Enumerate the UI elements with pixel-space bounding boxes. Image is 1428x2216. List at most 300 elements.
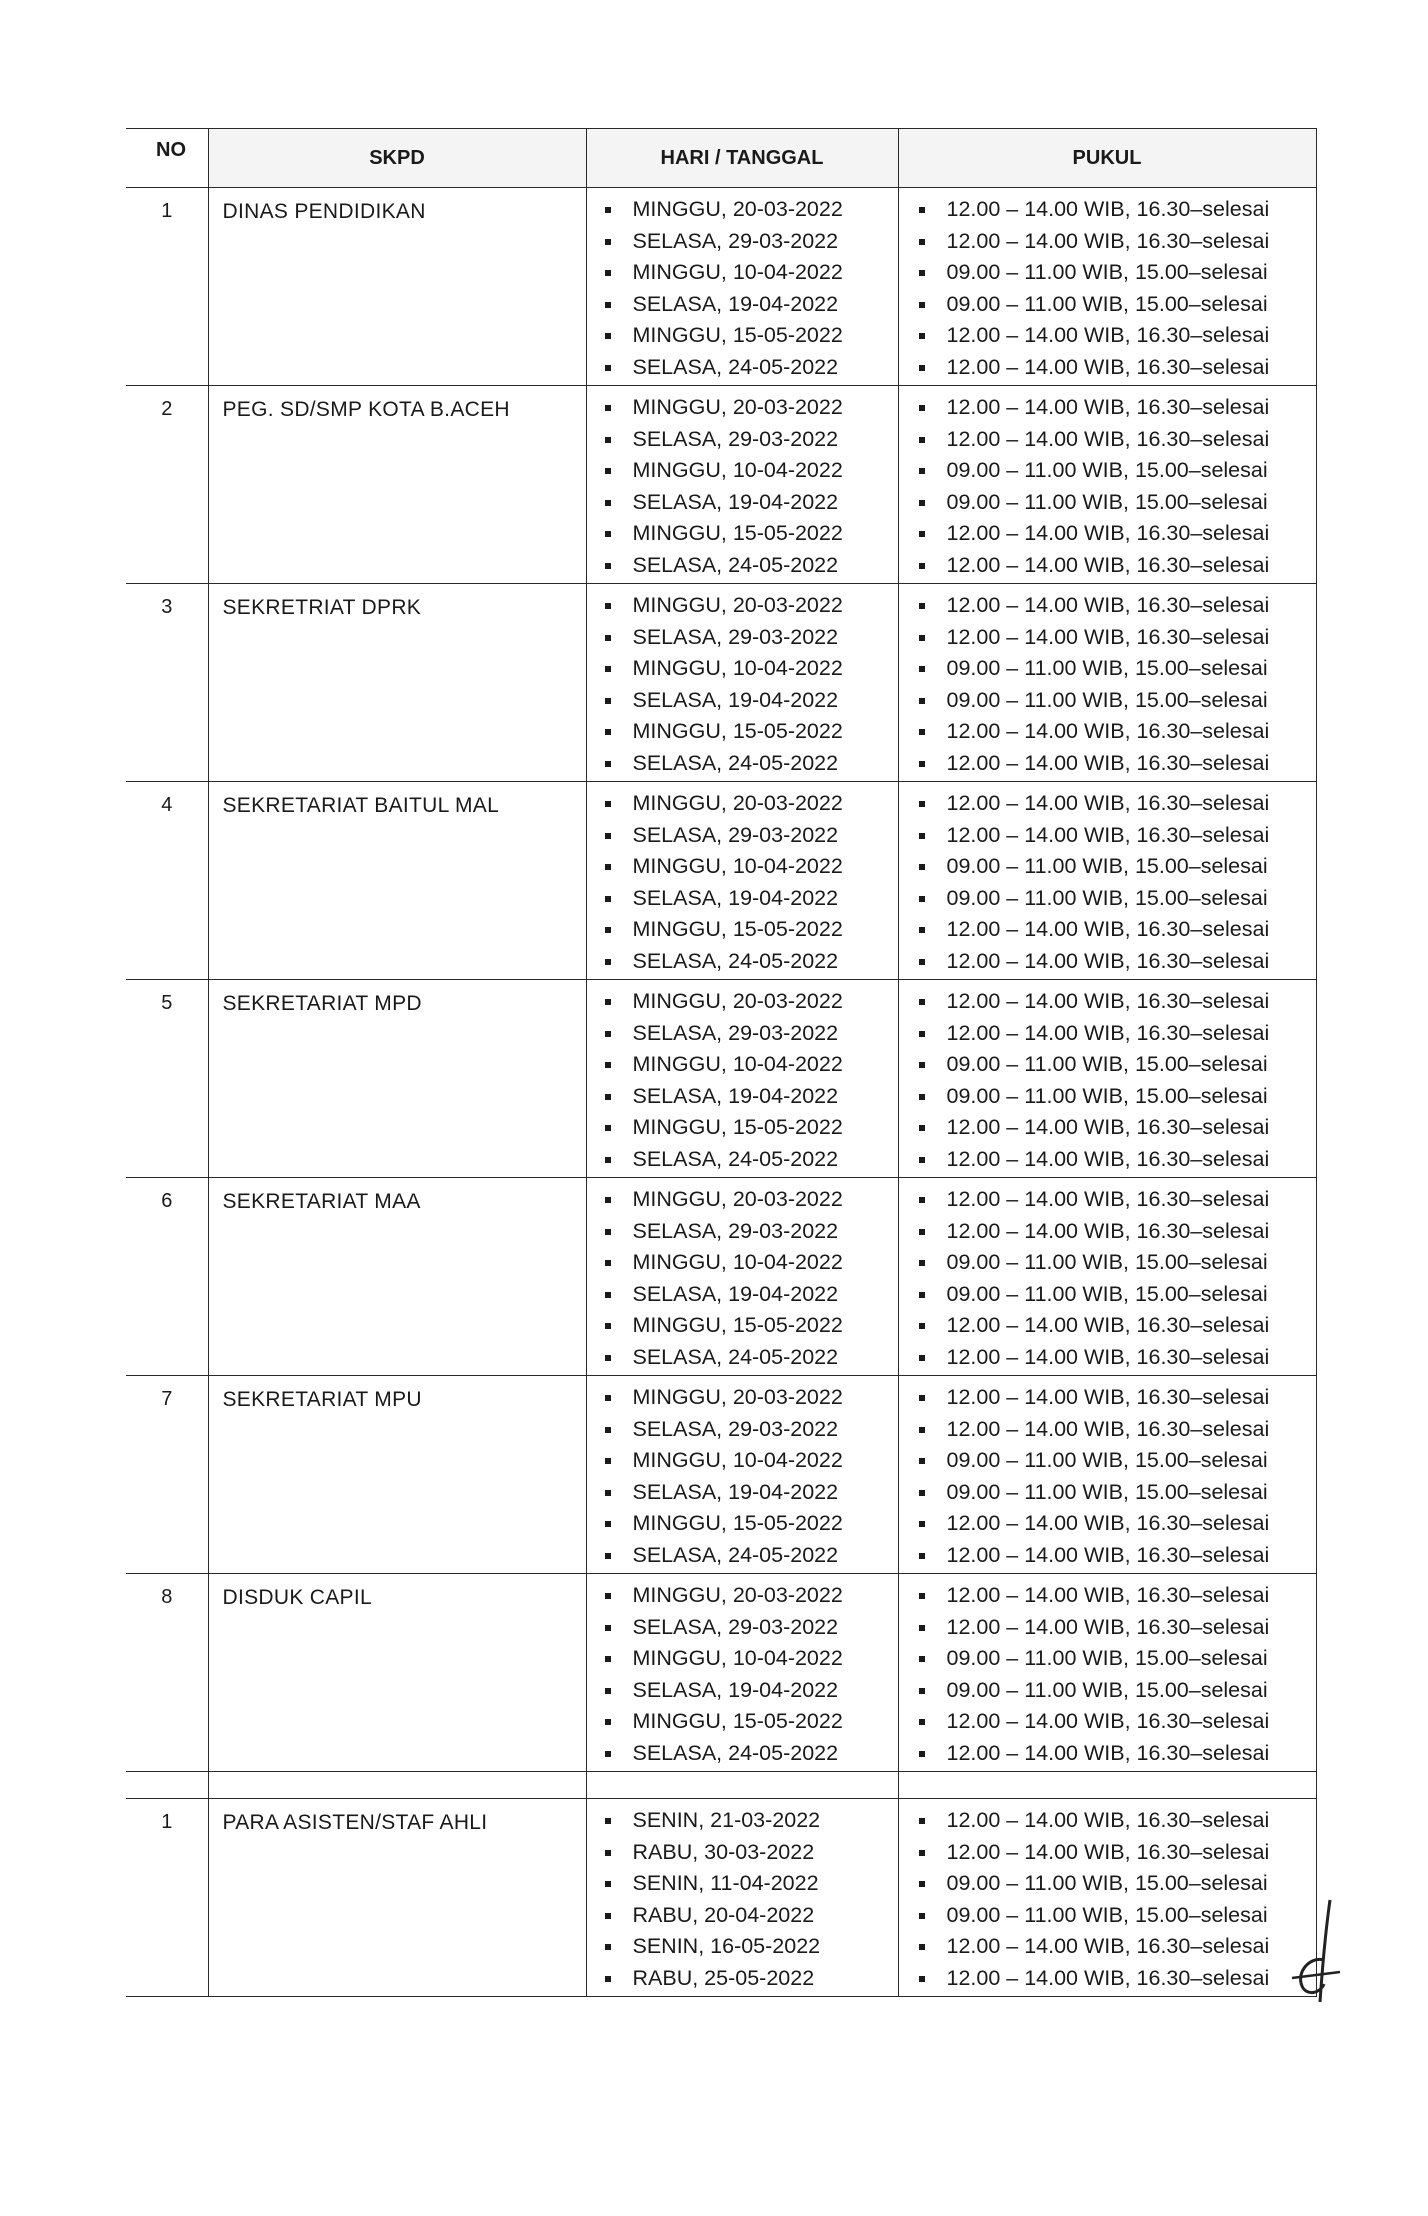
time-text: 12.00 – 14.00 WIB, 16.30–selesai bbox=[946, 552, 1270, 577]
header-skpd: SKPD bbox=[208, 129, 586, 188]
date-list-cell bbox=[586, 1799, 898, 1997]
date-text: RABU, 20-04-2022 bbox=[632, 1902, 815, 1927]
bullet-icon bbox=[605, 1395, 611, 1401]
time-text: 12.00 – 14.00 WIB, 16.30–selesai bbox=[946, 1313, 1270, 1337]
list-item bbox=[587, 622, 898, 654]
list-item bbox=[587, 1247, 898, 1279]
date-list-cell bbox=[586, 1574, 898, 1772]
list-item bbox=[587, 1963, 898, 1995]
list-item bbox=[587, 986, 898, 1018]
date-text: SELASA, 24-05-2022 bbox=[632, 1146, 839, 1171]
list-item bbox=[899, 550, 1316, 582]
list-item bbox=[587, 257, 898, 289]
bullet-icon bbox=[605, 864, 611, 870]
bullet-icon bbox=[919, 500, 925, 506]
list-item bbox=[587, 1540, 898, 1572]
date-text: MINGGU, 20-03-2022 bbox=[632, 791, 843, 815]
date-text: SELASA, 19-04-2022 bbox=[632, 1479, 839, 1504]
bullet-icon bbox=[605, 801, 611, 807]
list-item bbox=[899, 1963, 1316, 1995]
skpd-name: SEKRETARIAT BAITUL MAL bbox=[208, 782, 586, 980]
bullet-icon bbox=[605, 1593, 611, 1599]
bullet-icon bbox=[605, 959, 611, 965]
list-item bbox=[587, 1643, 898, 1675]
time-text: 09.00 – 11.00 WIB, 15.00–selesai bbox=[946, 1052, 1268, 1076]
list-item bbox=[899, 1279, 1316, 1311]
time-text: 09.00 – 11.00 WIB, 15.00–selesai bbox=[946, 1083, 1268, 1108]
bullet-icon bbox=[605, 1688, 611, 1694]
schedule-table bbox=[126, 128, 1317, 1997]
list-item bbox=[899, 1144, 1316, 1176]
bullet-icon bbox=[919, 1490, 925, 1496]
bullet-icon bbox=[605, 468, 611, 474]
list-item bbox=[587, 392, 898, 424]
time-text: 12.00 – 14.00 WIB, 16.30–selesai bbox=[946, 1115, 1270, 1139]
list-item bbox=[587, 1706, 898, 1738]
list-item bbox=[899, 1018, 1316, 1050]
time-list-cell bbox=[898, 980, 1316, 1178]
bullet-icon bbox=[605, 666, 611, 672]
bullet-icon bbox=[919, 1062, 925, 1068]
bullet-icon bbox=[605, 270, 611, 276]
bullet-icon bbox=[605, 1656, 611, 1662]
time-text: 12.00 – 14.00 WIB, 16.30–selesai bbox=[946, 395, 1270, 419]
bullet-icon bbox=[919, 666, 925, 672]
bullet-icon bbox=[605, 1490, 611, 1496]
time-list bbox=[899, 1574, 1316, 1771]
date-text: RABU, 25-05-2022 bbox=[632, 1965, 815, 1990]
time-text: 12.00 – 14.00 WIB, 16.30–selesai bbox=[946, 1385, 1270, 1409]
date-text: MINGGU, 10-04-2022 bbox=[632, 1646, 843, 1670]
list-item bbox=[899, 455, 1316, 487]
list-item bbox=[587, 1310, 898, 1342]
bullet-icon bbox=[919, 1593, 925, 1599]
date-text: MINGGU, 20-03-2022 bbox=[632, 1385, 843, 1409]
date-list-cell bbox=[586, 1178, 898, 1376]
date-list-cell bbox=[586, 386, 898, 584]
list-item bbox=[587, 226, 898, 258]
time-text: 12.00 – 14.00 WIB, 16.30–selesai bbox=[946, 1709, 1270, 1733]
header-pukul: PUKUL bbox=[898, 129, 1316, 188]
time-text: 09.00 – 11.00 WIB, 15.00–selesai bbox=[946, 687, 1268, 712]
bullet-icon bbox=[919, 1458, 925, 1464]
date-text: MINGGU, 15-05-2022 bbox=[632, 521, 843, 545]
time-list bbox=[899, 386, 1316, 583]
date-text: SELASA, 19-04-2022 bbox=[632, 1083, 839, 1108]
list-item bbox=[587, 320, 898, 352]
bullet-icon bbox=[605, 1031, 611, 1037]
list-item bbox=[587, 1477, 898, 1509]
bullet-icon bbox=[605, 1125, 611, 1131]
list-item bbox=[899, 1706, 1316, 1738]
list-item bbox=[899, 392, 1316, 424]
time-text: 09.00 – 11.00 WIB, 15.00–selesai bbox=[946, 489, 1268, 514]
list-item bbox=[899, 590, 1316, 622]
date-text: SELASA, 24-05-2022 bbox=[632, 552, 839, 577]
list-item bbox=[899, 788, 1316, 820]
date-text: MINGGU, 10-04-2022 bbox=[632, 260, 843, 284]
date-text: SELASA, 19-04-2022 bbox=[632, 687, 839, 712]
bullet-icon bbox=[605, 365, 611, 371]
time-text: 12.00 – 14.00 WIB, 16.30–selesai bbox=[946, 521, 1270, 545]
time-list-cell bbox=[898, 188, 1316, 386]
date-list bbox=[587, 1799, 898, 1996]
date-list bbox=[587, 1178, 898, 1375]
list-item bbox=[899, 851, 1316, 883]
bullet-icon bbox=[919, 1197, 925, 1203]
list-item bbox=[899, 1580, 1316, 1612]
bullet-icon bbox=[605, 698, 611, 704]
date-text: MINGGU, 10-04-2022 bbox=[632, 854, 843, 878]
bullet-icon bbox=[919, 864, 925, 870]
list-item bbox=[899, 1247, 1316, 1279]
list-item bbox=[899, 716, 1316, 748]
date-text: SENIN, 21-03-2022 bbox=[632, 1808, 821, 1832]
date-list bbox=[587, 584, 898, 781]
list-item bbox=[899, 1049, 1316, 1081]
time-text: 12.00 – 14.00 WIB, 16.30–selesai bbox=[946, 750, 1270, 775]
list-item bbox=[587, 1112, 898, 1144]
bullet-icon bbox=[919, 1881, 925, 1887]
bullet-icon bbox=[919, 635, 925, 641]
date-text: RABU, 30-03-2022 bbox=[632, 1839, 815, 1864]
date-text: MINGGU, 15-05-2022 bbox=[632, 323, 843, 347]
time-text: 09.00 – 11.00 WIB, 15.00–selesai bbox=[946, 1871, 1268, 1895]
bullet-icon bbox=[919, 603, 925, 609]
list-item bbox=[587, 653, 898, 685]
bullet-icon bbox=[605, 833, 611, 839]
date-text: MINGGU, 10-04-2022 bbox=[632, 1052, 843, 1076]
time-text: 12.00 – 14.00 WIB, 16.30–selesai bbox=[946, 354, 1270, 379]
spacer-cell bbox=[586, 1772, 898, 1799]
list-item bbox=[587, 518, 898, 550]
row-number: 5 bbox=[126, 980, 208, 1178]
bullet-icon bbox=[605, 1355, 611, 1361]
date-text: SELASA, 29-03-2022 bbox=[632, 1416, 839, 1441]
bullet-icon bbox=[605, 531, 611, 537]
bullet-icon bbox=[919, 1818, 925, 1824]
bullet-icon bbox=[605, 1458, 611, 1464]
bullet-icon bbox=[919, 761, 925, 767]
bullet-icon bbox=[919, 1719, 925, 1725]
list-item bbox=[899, 883, 1316, 915]
list-item bbox=[899, 194, 1316, 226]
bullet-icon bbox=[919, 801, 925, 807]
list-item bbox=[587, 883, 898, 915]
date-text: MINGGU, 15-05-2022 bbox=[632, 1115, 843, 1139]
list-item bbox=[899, 685, 1316, 717]
time-text: 12.00 – 14.00 WIB, 16.30–selesai bbox=[946, 1839, 1270, 1864]
date-text: MINGGU, 10-04-2022 bbox=[632, 656, 843, 680]
date-text: SELASA, 19-04-2022 bbox=[632, 291, 839, 316]
skpd-name: DISDUK CAPIL bbox=[208, 1574, 586, 1772]
list-item bbox=[587, 1580, 898, 1612]
list-item bbox=[587, 590, 898, 622]
date-list-cell bbox=[586, 980, 898, 1178]
bullet-icon bbox=[919, 1553, 925, 1559]
list-item bbox=[587, 1612, 898, 1644]
bullet-icon bbox=[919, 437, 925, 443]
list-item bbox=[899, 946, 1316, 978]
time-list bbox=[899, 188, 1316, 385]
bullet-icon bbox=[605, 1521, 611, 1527]
date-text: MINGGU, 15-05-2022 bbox=[632, 1511, 843, 1535]
list-item bbox=[587, 1049, 898, 1081]
time-text: 12.00 – 14.00 WIB, 16.30–selesai bbox=[946, 719, 1270, 743]
bullet-icon bbox=[605, 1260, 611, 1266]
skpd-name: SEKRETRIAT DPRK bbox=[208, 584, 586, 782]
date-text: SELASA, 29-03-2022 bbox=[632, 1020, 839, 1045]
list-item bbox=[899, 226, 1316, 258]
header-hari-tanggal: HARI / TANGGAL bbox=[586, 129, 898, 188]
bullet-icon bbox=[919, 833, 925, 839]
date-text: MINGGU, 15-05-2022 bbox=[632, 719, 843, 743]
list-item bbox=[587, 1445, 898, 1477]
bullet-icon bbox=[605, 1062, 611, 1068]
row-number: 4 bbox=[126, 782, 208, 980]
bullet-icon bbox=[605, 1323, 611, 1329]
table-row bbox=[126, 782, 1316, 980]
bullet-icon bbox=[919, 1260, 925, 1266]
list-item bbox=[899, 320, 1316, 352]
date-text: MINGGU, 20-03-2022 bbox=[632, 989, 843, 1013]
list-item bbox=[587, 788, 898, 820]
list-item bbox=[899, 1310, 1316, 1342]
bullet-icon bbox=[605, 1944, 611, 1950]
list-item bbox=[587, 1675, 898, 1707]
list-item bbox=[587, 1805, 898, 1837]
time-list bbox=[899, 1799, 1316, 1996]
list-item bbox=[899, 622, 1316, 654]
bullet-icon bbox=[919, 1157, 925, 1163]
list-item bbox=[899, 1445, 1316, 1477]
bullet-icon bbox=[919, 1292, 925, 1298]
time-text: 12.00 – 14.00 WIB, 16.30–selesai bbox=[946, 1187, 1270, 1211]
time-text: 12.00 – 14.00 WIB, 16.30–selesai bbox=[946, 1808, 1270, 1832]
date-text: SELASA, 24-05-2022 bbox=[632, 750, 839, 775]
bullet-icon bbox=[605, 1625, 611, 1631]
list-item bbox=[899, 1738, 1316, 1770]
date-text: SELASA, 29-03-2022 bbox=[632, 1614, 839, 1639]
time-text: 12.00 – 14.00 WIB, 16.30–selesai bbox=[946, 228, 1270, 253]
time-text: 12.00 – 14.00 WIB, 16.30–selesai bbox=[946, 624, 1270, 649]
list-item bbox=[899, 1508, 1316, 1540]
bullet-icon bbox=[919, 1656, 925, 1662]
date-text: MINGGU, 20-03-2022 bbox=[632, 1583, 843, 1607]
row-number: 8 bbox=[126, 1574, 208, 1772]
time-text: 12.00 – 14.00 WIB, 16.30–selesai bbox=[946, 1583, 1270, 1607]
bullet-icon bbox=[605, 1553, 611, 1559]
skpd-name: DINAS PENDIDIKAN bbox=[208, 188, 586, 386]
date-list-cell bbox=[586, 782, 898, 980]
time-text: 09.00 – 11.00 WIB, 15.00–selesai bbox=[946, 1448, 1268, 1472]
spacer-cell bbox=[126, 1772, 208, 1799]
date-list-cell bbox=[586, 1376, 898, 1574]
list-item bbox=[587, 748, 898, 780]
date-text: SELASA, 24-05-2022 bbox=[632, 354, 839, 379]
list-item bbox=[587, 1868, 898, 1900]
bullet-icon bbox=[919, 1427, 925, 1433]
time-text: 12.00 – 14.00 WIB, 16.30–selesai bbox=[946, 1934, 1270, 1958]
date-text: SENIN, 11-04-2022 bbox=[632, 1871, 819, 1895]
list-item bbox=[587, 550, 898, 582]
list-item bbox=[587, 455, 898, 487]
bullet-icon bbox=[605, 1229, 611, 1235]
date-text: SELASA, 24-05-2022 bbox=[632, 1740, 839, 1765]
list-item bbox=[587, 1931, 898, 1963]
list-item bbox=[899, 1112, 1316, 1144]
list-item bbox=[899, 653, 1316, 685]
bullet-icon bbox=[919, 1395, 925, 1401]
bullet-icon bbox=[605, 1427, 611, 1433]
bullet-icon bbox=[919, 1323, 925, 1329]
list-item bbox=[899, 518, 1316, 550]
time-text: 12.00 – 14.00 WIB, 16.30–selesai bbox=[946, 323, 1270, 347]
bullet-icon bbox=[605, 500, 611, 506]
date-text: MINGGU, 20-03-2022 bbox=[632, 197, 843, 221]
list-item bbox=[899, 1382, 1316, 1414]
list-item bbox=[587, 487, 898, 519]
bullet-icon bbox=[919, 207, 925, 213]
time-list-cell bbox=[898, 584, 1316, 782]
bullet-icon bbox=[605, 927, 611, 933]
date-text: SELASA, 19-04-2022 bbox=[632, 1281, 839, 1306]
bullet-icon bbox=[919, 270, 925, 276]
list-item bbox=[587, 1279, 898, 1311]
list-item bbox=[587, 1508, 898, 1540]
bullet-icon bbox=[919, 1031, 925, 1037]
date-list bbox=[587, 782, 898, 979]
list-item bbox=[587, 352, 898, 384]
list-item bbox=[587, 1837, 898, 1869]
list-item bbox=[587, 1342, 898, 1374]
time-text: 09.00 – 11.00 WIB, 15.00–selesai bbox=[946, 854, 1268, 878]
bullet-icon bbox=[919, 999, 925, 1005]
list-item bbox=[899, 1477, 1316, 1509]
list-item bbox=[587, 1081, 898, 1113]
time-list-cell bbox=[898, 1178, 1316, 1376]
date-text: SELASA, 29-03-2022 bbox=[632, 624, 839, 649]
list-item bbox=[587, 1216, 898, 1248]
list-item bbox=[899, 289, 1316, 321]
bullet-icon bbox=[605, 1881, 611, 1887]
list-item bbox=[899, 1540, 1316, 1572]
bullet-icon bbox=[605, 1719, 611, 1725]
list-item bbox=[587, 194, 898, 226]
row-number: 1 bbox=[126, 188, 208, 386]
time-text: 12.00 – 14.00 WIB, 16.30–selesai bbox=[946, 1218, 1270, 1243]
bullet-icon bbox=[605, 1976, 611, 1982]
list-item bbox=[899, 257, 1316, 289]
bullet-icon bbox=[605, 333, 611, 339]
table-row bbox=[126, 1799, 1316, 1997]
list-item bbox=[587, 1900, 898, 1932]
table-row bbox=[126, 1574, 1316, 1772]
time-text: 09.00 – 11.00 WIB, 15.00–selesai bbox=[946, 458, 1268, 482]
bullet-icon bbox=[919, 531, 925, 537]
bullet-icon bbox=[605, 635, 611, 641]
table-row bbox=[126, 1178, 1316, 1376]
date-text: SELASA, 29-03-2022 bbox=[632, 822, 839, 847]
list-item bbox=[899, 1805, 1316, 1837]
time-text: 09.00 – 11.00 WIB, 15.00–selesai bbox=[946, 656, 1268, 680]
time-text: 12.00 – 14.00 WIB, 16.30–selesai bbox=[946, 1740, 1270, 1765]
skpd-name: SEKRETARIAT MPD bbox=[208, 980, 586, 1178]
date-text: MINGGU, 10-04-2022 bbox=[632, 1448, 843, 1472]
header-no: NO bbox=[126, 129, 208, 188]
list-item bbox=[587, 685, 898, 717]
date-text: SELASA, 29-03-2022 bbox=[632, 1218, 839, 1243]
bullet-icon bbox=[605, 405, 611, 411]
date-list bbox=[587, 1376, 898, 1573]
date-text: MINGGU, 15-05-2022 bbox=[632, 917, 843, 941]
list-item bbox=[899, 914, 1316, 946]
date-text: SENIN, 16-05-2022 bbox=[632, 1934, 821, 1958]
bullet-icon bbox=[605, 302, 611, 308]
list-item bbox=[899, 487, 1316, 519]
time-text: 09.00 – 11.00 WIB, 15.00–selesai bbox=[946, 1677, 1268, 1702]
time-list bbox=[899, 980, 1316, 1177]
bullet-icon bbox=[605, 1818, 611, 1824]
bullet-icon bbox=[919, 302, 925, 308]
bullet-icon bbox=[605, 207, 611, 213]
time-list-cell bbox=[898, 1376, 1316, 1574]
bullet-icon bbox=[919, 468, 925, 474]
list-item bbox=[587, 1184, 898, 1216]
bullet-icon bbox=[919, 1913, 925, 1919]
skpd-name: SEKRETARIAT MAA bbox=[208, 1178, 586, 1376]
bullet-icon bbox=[919, 1850, 925, 1856]
time-text: 12.00 – 14.00 WIB, 16.30–selesai bbox=[946, 593, 1270, 617]
bullet-icon bbox=[919, 1688, 925, 1694]
time-text: 12.00 – 14.00 WIB, 16.30–selesai bbox=[946, 1542, 1270, 1567]
list-item bbox=[899, 1837, 1316, 1869]
bullet-icon bbox=[919, 729, 925, 735]
bullet-icon bbox=[919, 896, 925, 902]
time-list bbox=[899, 584, 1316, 781]
row-number: 1 bbox=[126, 1799, 208, 1997]
list-item bbox=[587, 1738, 898, 1770]
bullet-icon bbox=[919, 333, 925, 339]
list-item bbox=[899, 748, 1316, 780]
list-item bbox=[899, 352, 1316, 384]
bullet-icon bbox=[919, 1355, 925, 1361]
date-text: SELASA, 29-03-2022 bbox=[632, 426, 839, 451]
time-text: 09.00 – 11.00 WIB, 15.00–selesai bbox=[946, 1250, 1268, 1274]
time-text: 09.00 – 11.00 WIB, 15.00–selesai bbox=[946, 1281, 1268, 1306]
list-item bbox=[899, 1081, 1316, 1113]
bullet-icon bbox=[919, 927, 925, 933]
bullet-icon bbox=[605, 999, 611, 1005]
time-list-cell bbox=[898, 782, 1316, 980]
handwritten-initial-signature bbox=[1290, 1898, 1342, 2008]
time-text: 12.00 – 14.00 WIB, 16.30–selesai bbox=[946, 948, 1270, 973]
spacer-row bbox=[126, 1772, 1316, 1799]
list-item bbox=[587, 289, 898, 321]
date-text: SELASA, 29-03-2022 bbox=[632, 228, 839, 253]
list-item bbox=[899, 1612, 1316, 1644]
bullet-icon bbox=[605, 1157, 611, 1163]
bullet-icon bbox=[919, 1751, 925, 1757]
date-text: SELASA, 19-04-2022 bbox=[632, 1677, 839, 1702]
list-item bbox=[899, 1342, 1316, 1374]
bullet-icon bbox=[605, 1197, 611, 1203]
table-row bbox=[126, 188, 1316, 386]
row-number: 3 bbox=[126, 584, 208, 782]
time-text: 12.00 – 14.00 WIB, 16.30–selesai bbox=[946, 1416, 1270, 1441]
bullet-icon bbox=[605, 1913, 611, 1919]
list-item bbox=[899, 1900, 1316, 1932]
